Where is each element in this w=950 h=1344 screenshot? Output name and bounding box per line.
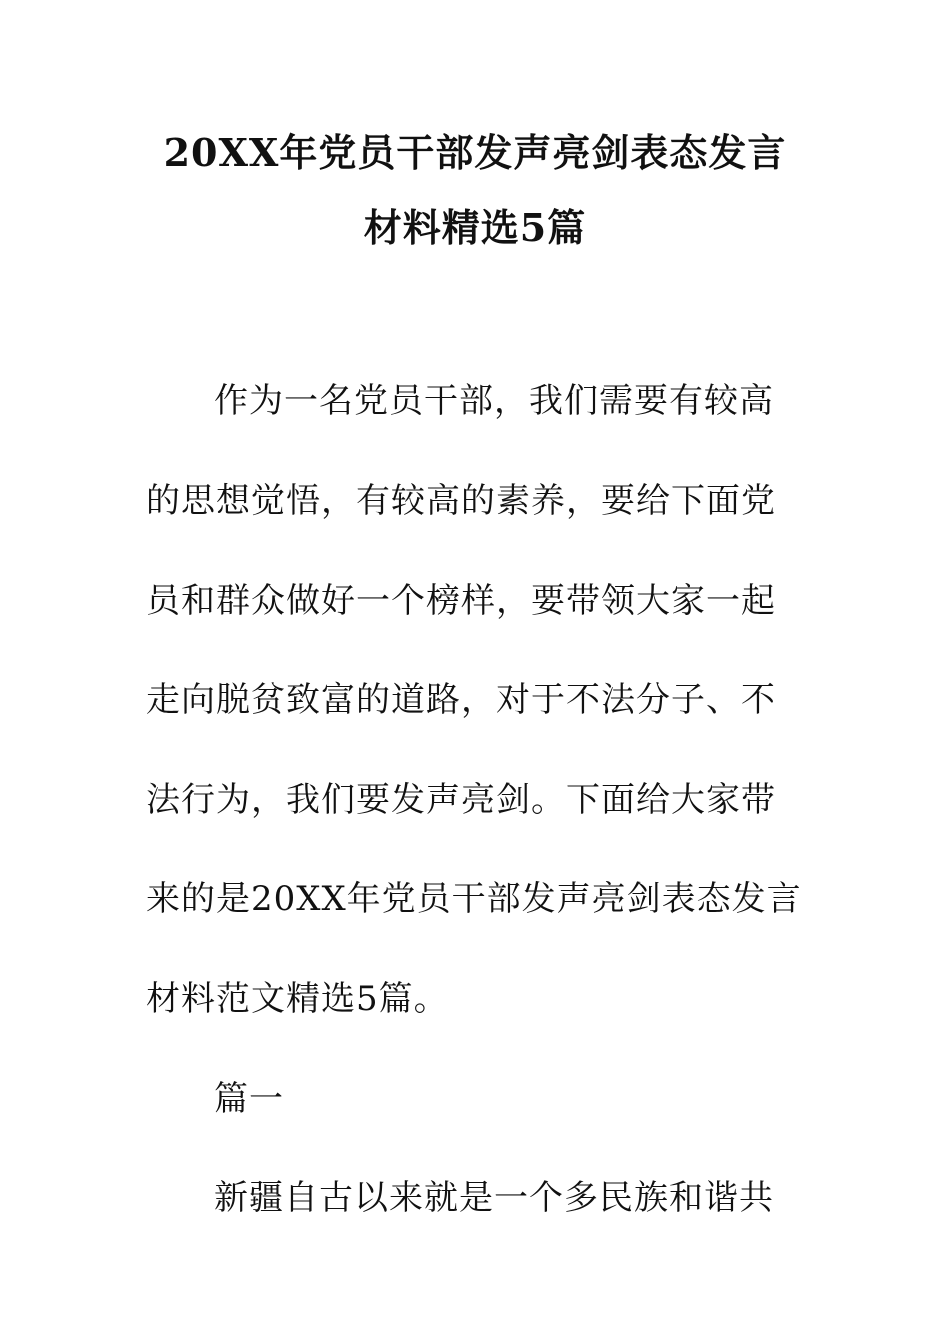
intro-paragraph-line-3: 员和群众做好一个榜样，要带领大家一起 <box>146 581 776 621</box>
intro-paragraph-line-5: 法行为，我们要发声亮剑。下面给大家带 <box>146 780 776 820</box>
section-heading: 篇一 <box>214 1079 284 1119</box>
intro-paragraph-line-2: 的思想觉悟，有较高的素养，要给下面党 <box>146 481 776 521</box>
document-title-line-1: 20XX年党员干部发声亮剑表态发言 <box>163 130 787 175</box>
document-title-line-2: 材料精选5篇 <box>363 205 587 250</box>
intro-paragraph-line-7: 材料范文精选5篇。 <box>146 979 449 1019</box>
intro-paragraph-line-4: 走向脱贫致富的道路，对于不法分子、不 <box>146 680 776 720</box>
intro-paragraph-line-1: 作为一名党员干部，我们需要有较高 <box>214 381 774 421</box>
section-paragraph-line-1: 新疆自古以来就是一个多民族和谐共 <box>214 1178 774 1218</box>
intro-paragraph-line-6: 来的是20XX年党员干部发声亮剑表态发言 <box>146 879 802 919</box>
